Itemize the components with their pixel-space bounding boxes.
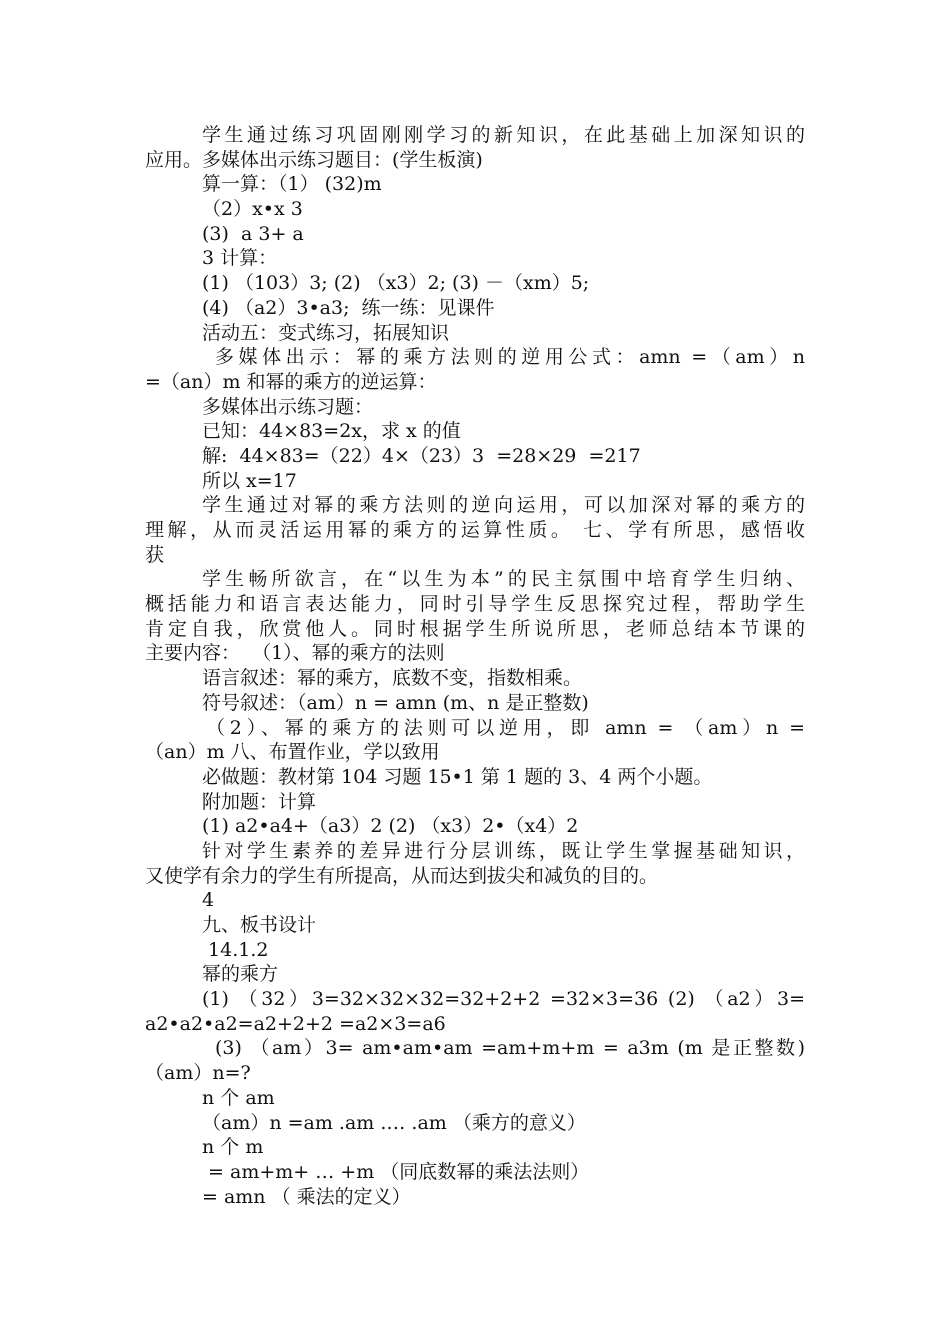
text-line: 多媒体出示：幂的乘方法则的逆用公式：amn =（am）n (215, 346, 805, 369)
text-line: n 个 am (202, 1086, 275, 1109)
text-line: 学生畅所欲言，在“以生为本”的民主氛围中培育学生归纳、 (202, 568, 805, 591)
text-line: n 个 m (202, 1136, 264, 1159)
text-line: 学生通过练习巩固刚刚学习的新知识，在此基础上加深知识的 (202, 124, 805, 146)
text-line: 解: 44×83=（22）4×（23）3 =28×29 =217 (202, 444, 641, 467)
text-line: （am）n =am .am .… .am （乘方的意义） (202, 1111, 586, 1134)
text-line: （2）x•x 3 (202, 198, 303, 221)
text-line: 必做题：教材第 104 习题 15•1 第 1 题的 3、4 两个小题。 (202, 765, 713, 788)
text-line: = am+m+ … +m （同底数幂的乘法法则） (202, 1160, 590, 1183)
text-line: 符号叙述：（am）n = amn (m、n 是正整数) (202, 691, 589, 714)
text-line: =（an）m 和幂的乘方的逆运算： (145, 370, 437, 393)
text-line: （2）、幂的乘方的法则可以逆用，即 amn = （am）n = (206, 716, 805, 739)
text-line: (1) （103）3; (2) （x3）2; (3) －（xm）5; (202, 272, 590, 295)
text-line: (1) a2•a4+（a3）2 (2) （x3）2•（x4）2 (202, 815, 579, 838)
text-line: 又使学有余力的学生有所提高，从而达到拔尖和减负的目的。 (145, 864, 659, 887)
text-line: 算一算：（1） (32)m (202, 173, 382, 196)
text-line: 针对学生素养的差异进行分层训练，既让学生掌握基础知识， (202, 839, 805, 862)
document-body (145, 123, 805, 1209)
text-line: （an）m 八、布置作业，学以致用 (145, 741, 440, 764)
text-line: 应用。多媒体出示练习题目：(学生板演) (145, 148, 483, 171)
text-line: a2•a2•a2=a2+2+2 =a2×3=a6 (145, 1012, 446, 1035)
text-line: (3) a 3+ a (202, 222, 304, 245)
text-line: (1) （32）3=32×32×32=32+2+2 =32×3=36 (2) （a2）3= (202, 988, 805, 1011)
text-line: 语言叙述：幂的乘方，底数不变，指数相乘。 (202, 667, 583, 690)
text-line: 获 (145, 543, 165, 566)
text-line: 理解，从而灵活运用幂的乘方的运算性质。 七、学有所思，感悟收 (145, 519, 805, 541)
text-line: 活动五：变式练习，拓展知识 (202, 321, 450, 344)
text-line: (4) （a2）3•a3; 练一练：见课件 (202, 296, 495, 319)
text-line: 已知：44×83=2x，求 x 的值 (202, 420, 461, 443)
text-line: （am）n=? (145, 1062, 251, 1085)
text-line: 主要内容： （1）、幂的乘方的法则 (145, 642, 445, 665)
text-line: (3) （am）3= am•am•am =am+m+m = a3m (m 是正整数) (215, 1037, 805, 1060)
text-line: 多媒体出示练习题： (202, 395, 374, 418)
text-line: 4 (202, 889, 215, 912)
text-line: 14.1.2 (202, 938, 269, 961)
text-line: 学生通过对幂的乘方法则的逆向运用，可以加深对幂的乘方的 (202, 494, 805, 517)
text-line: = amn （ 乘法的定义） (202, 1185, 411, 1208)
text-line: 3 计算： (202, 247, 278, 270)
text-line: 所以 x=17 (202, 469, 297, 492)
text-line: 附加题：计算 (202, 790, 317, 813)
text-line: 肯定自我，欣赏他人。同时根据学生所说所思，老师总结本节课的 (145, 617, 805, 640)
text-line: 九、板书设计 (202, 914, 317, 936)
text-line: 幂的乘方 (202, 963, 279, 986)
text-line: 概括能力和语言表达能力，同时引导学生反思探究过程，帮助学生 (145, 593, 805, 616)
